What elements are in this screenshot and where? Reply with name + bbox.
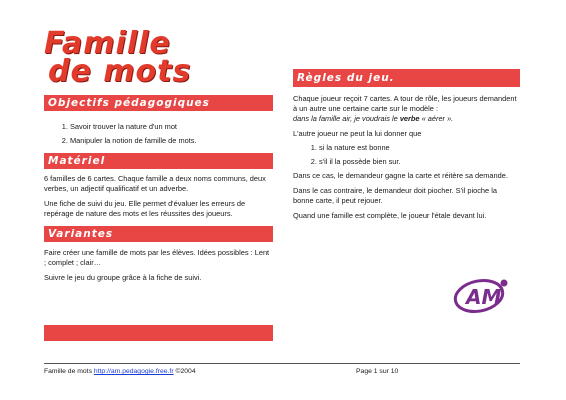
list-item: 2. s'il il la possède bien sur. [319,157,518,167]
materiel-paragraph-1: 6 familles de 6 cartes. Chaque famille a deux noms communs, deux verbes, un adjectif qualificatif et un adverbe. [44,174,266,193]
page-number: Page 1 sur 10 [356,368,399,375]
footer-link[interactable]: http://am.pedagogie.free.fr [93,368,174,375]
am-logo-icon [452,274,516,316]
variantes-content [44,248,273,288]
footer-title: Famille de mots [44,368,94,375]
regles-paragraph-5: Quand une famille est complète, le joueur l'étale devant lui. [293,210,487,220]
variantes-heading: Variantes [44,226,273,242]
example-text-c: « aérer ». [419,113,454,123]
regles-content [293,94,518,226]
regles-paragraph-3: Dans ce cas, le demandeur gagne la carte et réitère sa demande. [293,170,508,180]
footer-left [44,367,196,376]
list-item: 1. si la nature est bonne [319,143,518,153]
materiel-paragraph-2: Une fiche de suivi du jeu. Elle permet d'évaluer les erreurs de repérage de nature des mots et les réussites des joueurs. [44,198,246,218]
variantes-paragraph-2: Suivre le jeu du groupe grâce à la fiche de suivi. [44,272,202,282]
document-title [44,26,192,89]
title-line-1: Famille [44,26,171,61]
list-item: 1. Savoir trouver la nature d'un mot [70,122,273,132]
objectifs-list [44,122,273,146]
list-item: 2. Manipuler la notion de famille de mots. [70,136,273,146]
regles-list [293,143,518,167]
title-line-2: de mots [48,53,192,89]
materiel-heading: Matériel [44,153,273,169]
regles-paragraph-2: L'autre joueur ne peut la lui donner que [293,128,422,138]
regles-example [293,114,518,124]
example-text-a: dans la famille air, je voudrais le [293,113,400,123]
regles-paragraph-1: Chaque joueur reçoit 7 cartes. A tour de rôle, les joueurs demandent à un autre une certaine carte sur le modèle : [293,94,517,113]
empty-accent-bar [44,325,273,341]
footer-copyright: ©2004 [173,368,196,375]
variantes-paragraph-1: Faire créer une famille de mots par les élèves. Idées possibles : Lent ; complet ; clair… [44,248,270,267]
logo-text: AM [466,285,502,309]
objectifs-heading: Objectifs pédagogiques [44,95,273,111]
am-logo-graphic [452,274,516,316]
footer-divider [44,363,520,364]
example-text-b: verbe [399,113,420,123]
objectifs-content [44,118,273,150]
materiel-content [44,174,273,224]
regles-paragraph-4: Dans le cas contraire, le demandeur doit piocher. S'il pioche la bonne carte, il peut rejouer. [293,185,497,205]
regles-heading: Règles du jeu. [293,69,520,87]
